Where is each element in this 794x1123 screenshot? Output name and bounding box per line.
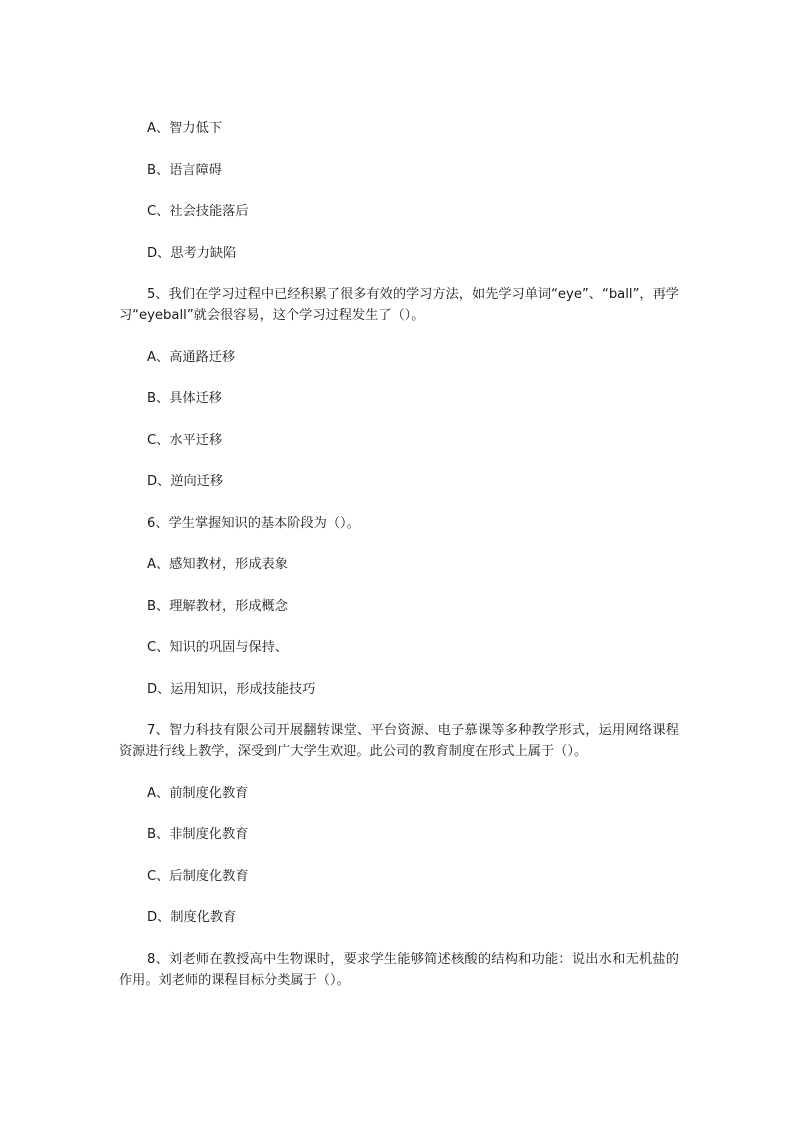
- document-page: [119, 118, 679, 1011]
- question-text: 5、我们在学习过程中已经积累了很多有效的学习方法，如先学习单词“eye”、“ball”，再学习“eyeball”就会很容易，这个学习过程发生了（）。: [119, 287, 679, 323]
- answer-option: C、后制度化教育: [147, 868, 249, 884]
- answer-option: D、运用知识，形成技能技巧: [147, 681, 316, 697]
- question-text: 6、学生掌握知识的基本阶段为（）。: [147, 515, 360, 531]
- answer-option: B、语言障碍: [147, 162, 222, 178]
- answer-option: A、前制度化教育: [147, 785, 249, 801]
- answer-option: B、具体迁移: [147, 391, 222, 406]
- answer-option: B、理解教材，形成概念: [147, 598, 288, 614]
- answer-option: C、知识的巩固与保持、: [147, 640, 289, 655]
- answer-option: D、思考力缺陷: [147, 245, 237, 261]
- answer-option: B、非制度化教育: [147, 827, 249, 842]
- question-text: 8、刘老师在教授高中生物课时，要求学生能够简述核酸的结构和功能：说出水和无机盐的作用。刘老师的课程目标分类属于（）。: [119, 951, 679, 988]
- answer-option: D、逆向迁移: [147, 474, 224, 489]
- question-text: 7、智力科技有限公司开展翻转课堂、平台资源、电子慕课等多种教学形式，运用网络课程资源进行线上教学，深受到广大学生欢迎。此公司的教育制度在形式上属于（）。: [119, 723, 679, 759]
- answer-option: D、制度化教育: [147, 910, 237, 925]
- answer-option: A、高通路迁移: [147, 349, 236, 365]
- answer-option: C、水平迁移: [147, 432, 223, 448]
- answer-option: C、社会技能落后: [147, 204, 249, 219]
- answer-option: A、感知教材，形成表象: [147, 557, 288, 572]
- answer-option: A、智力低下: [147, 121, 222, 136]
